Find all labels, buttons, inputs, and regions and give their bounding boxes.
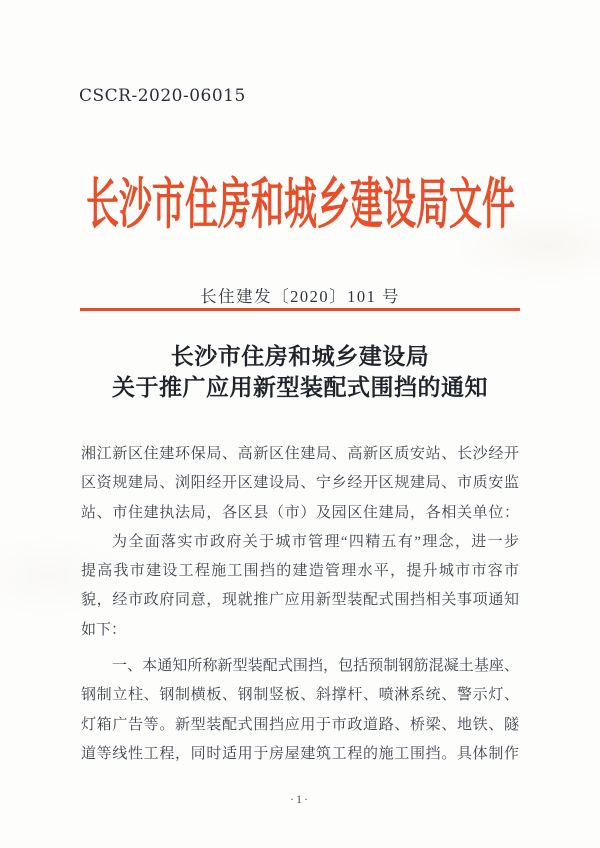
document-title-line-1: 长沙市住房和城乡建设局 xyxy=(170,344,430,369)
body-line: 灯箱广告等。新型装配式围挡应用于市政道路、桥梁、地铁、隧 xyxy=(81,716,519,733)
reference-number: 长住建发〔2020〕101 号 xyxy=(200,287,400,306)
body-line: 貌，经市政府同意，现就推广应用新型装配式围挡相关事项通知 xyxy=(81,592,519,609)
body-line: 站、市住建执法局，各区县（市）及园区住建局，各相关单位： xyxy=(81,504,519,521)
document-body xyxy=(81,440,519,769)
document-title-line-2: 关于推广应用新型装配式围挡的通知 xyxy=(112,375,488,400)
body-line: 湘江新区住建环保局、高新区住建局、高新区质安站、长沙经开 xyxy=(81,446,519,462)
body-line: 道等线性工程，同时适用于房屋建筑工程的施工围挡。具体制作 xyxy=(81,745,519,762)
archive-code: CSCR-2020-06015 xyxy=(79,86,246,106)
document-title xyxy=(0,341,600,403)
body-line: 提高我市建设工程施工围挡的建造管理水平，提升城市市容市 xyxy=(81,563,519,580)
red-divider-rule xyxy=(80,308,520,311)
body-line: 为全面落实市政府关于城市管理“四精五有”理念，进一步 xyxy=(112,533,519,550)
body-line: 区资规建局、浏阳经开区建设局、宁乡经开区规建局、市质安监 xyxy=(81,475,519,492)
masthead-title: 长沙市住房和城乡建设局文件 xyxy=(85,173,515,235)
page-number: ·1· xyxy=(290,792,310,806)
body-line: 一、本通知所称新型装配式围挡，包括预制钢筋混凝土基座、 xyxy=(112,658,519,675)
body-line: 钢制立柱、钢制横板、钢制竖板、斜撑杆、喷淋系统、警示灯、 xyxy=(81,687,519,704)
body-line: 如下： xyxy=(81,621,127,638)
masthead-banner xyxy=(0,172,600,236)
